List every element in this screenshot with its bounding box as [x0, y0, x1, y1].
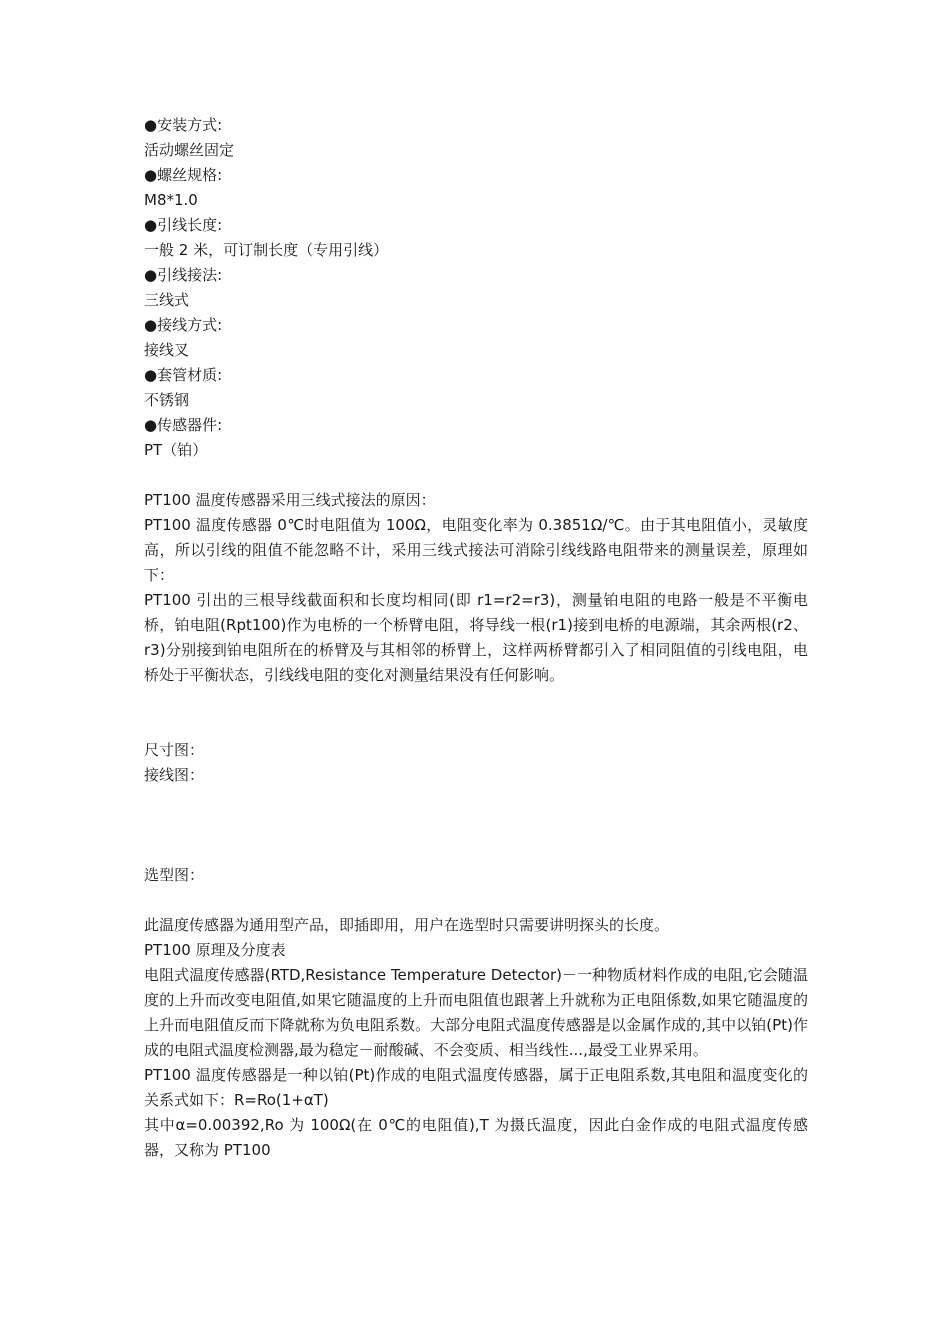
spec-label-sheath: ●套管材质:	[144, 366, 223, 384]
three-wire-paragraph-2: PT100 引出的三根导线截面积和长度均相同(即 r1=r2=r3)，测量铂电阻的电路一般是不平衡电桥，铂电阻(Rpt100)作为电桥的一个桥臂电阻，将导线一根(r1)接到电桥的电源端，其余两根(r2、r3)分别接到铂电阻所在的桥臂及与其相邻的桥臂上，这样两桥臂都引入了相同阻值的引线电阻，电桥处于平衡状态，引线线电阻的变化对测量结果没有任何影响。	[144, 591, 808, 684]
principle-paragraph-2: PT100 温度传感器是一种以铂(Pt)作成的电阻式温度传感器，属于正电阻系数,其电阻和温度变化的关系式如下：R=Ro(1+αT)	[144, 1066, 808, 1109]
spec-value-lead-wiring: 三线式	[144, 291, 190, 309]
principle-paragraph-3: 其中α=0.00392,Ro 为 100Ω(在 0℃的电阻值),T 为摄氏温度，因此白金作成的电阻式温度传感器，又称为 PT100	[144, 1116, 808, 1159]
spec-value-thread: M8*1.0	[144, 191, 198, 209]
spec-value-sensor: PT（铂）	[144, 441, 208, 459]
spec-value-lead-length: 一般 2 米，可订制长度（专用引线）	[144, 241, 389, 259]
spacer	[144, 688, 808, 738]
spec-label-lead-wiring: ●引线接法:	[144, 266, 223, 284]
selection-chart-label: 选型图：	[144, 866, 205, 884]
selection-note: 此温度传感器为通用型产品，即插即用，用户在选型时只需要讲明探头的长度。	[144, 916, 670, 934]
spec-value-sheath: 不锈钢	[144, 391, 190, 409]
principle-heading: PT100 原理及分度表	[144, 941, 286, 959]
principle-section	[144, 913, 808, 1163]
three-wire-paragraph-1: PT100 温度传感器 0℃时电阻值为 100Ω，电阻变化率为 0.3851Ω/℃。由于其电阻值小，灵敏度高，所以引线的阻值不能忽略不计，采用三线式接法可消除引线线路电阻带来的测量误差，原理如下：	[144, 516, 808, 584]
spec-list	[144, 113, 808, 463]
spec-label-sensor: ●传感器件:	[144, 416, 223, 434]
spec-label-thread: ●螺丝规格:	[144, 166, 223, 184]
spec-label-lead-length: ●引线长度:	[144, 216, 223, 234]
document-page	[144, 113, 808, 1163]
spec-label-connection: ●接线方式:	[144, 316, 223, 334]
spacer	[144, 888, 808, 913]
spacer	[144, 463, 808, 488]
spacer	[144, 788, 808, 863]
dimension-drawing-label: 尺寸图：	[144, 741, 205, 759]
principle-paragraph-1: 电阻式温度传感器(RTD,Resistance Temperature Detector)－一种物质材料作成的电阻,它会随温度的上升而改变电阻值,如果它随温度的上升而电阻值也跟著上升就称为正电阻係数,如果它随温度的上升而电阻值反而下降就称为负电阻系数。大部分电阻式温度传感器是以金属作成的,其中以铂(Pt)作成的电阻式温度检测器,最为稳定－耐酸碱、不会变质、相当线性...,最受工业界采用。	[144, 966, 808, 1059]
wiring-diagram-label: 接线图：	[144, 766, 205, 784]
three-wire-section	[144, 488, 808, 688]
spec-value-install: 活动螺丝固定	[144, 141, 235, 159]
spec-label-install: ●安装方式:	[144, 116, 223, 134]
three-wire-heading: PT100 温度传感器采用三线式接法的原因：	[144, 491, 436, 509]
spec-value-connection: 接线叉	[144, 341, 190, 359]
